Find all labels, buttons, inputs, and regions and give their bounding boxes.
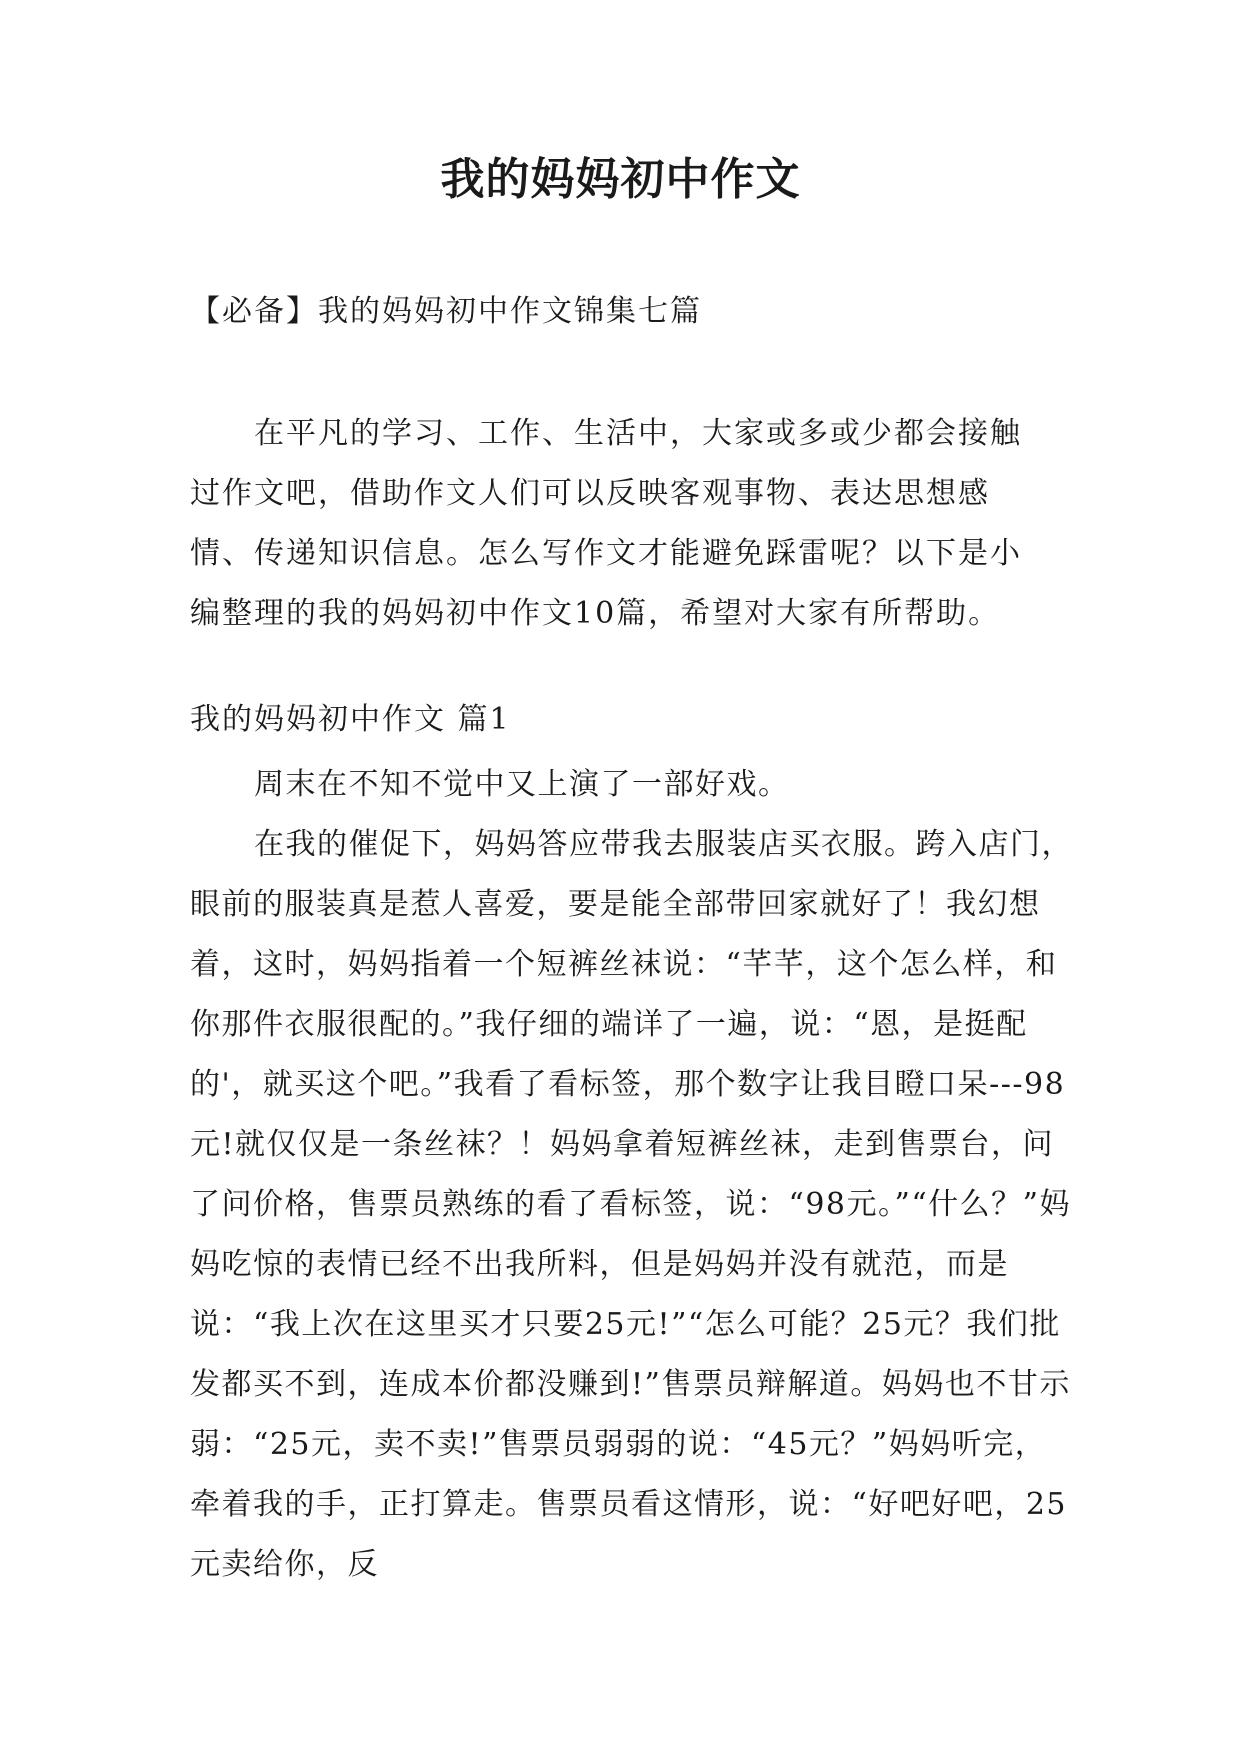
essay-paragraph-2: 在我的催促下，妈妈答应带我去服装店买衣服。跨入店门，眼前的服装真是惹人喜爱，要是能全部带回家就好了！我幻想着，这时，妈妈指着一个短裤丝袜说：“芊芊，这个怎么样，和你那件衣服很配的。”我仔细的端详了一遍，说：“恩，是挺配的'，就买这个吧。”我看了看标签，那个数字让我目瞪口呆---98元!就仅仅是一条丝袜？！妈妈拿着短裤丝袜，走到售票台，问了问价格，售票员熟练的看了看标签，说：“98元。”“什么？”妈妈吃惊的表情已经不出我所料，但是妈妈并没有就范，而是说：“我上次在这里买才只要25元!”“怎么可能？25元？我们批发都买不到，连成本价都没赚到!”售票员辩解道。妈妈也不甘示弱：“25元，卖不卖!”售票员弱弱的说：“45元？”妈妈听完，牵着我的手，正打算走。售票员看这情形，说：“好吧好吧，25元卖给你，反 [190,827,1073,1582]
essay-body [190,755,1075,1595]
document-subtitle: 【必备】我的妈妈初中作文锦集七篇 [190,294,702,329]
intro-section [190,404,1050,644]
section-heading: 我的妈妈初中作文 篇1 [190,702,511,737]
intro-paragraph: 在平凡的学习、工作、生活中，大家或多或少都会接触过作文吧，借助作文人们可以反映客观事物、表达思想感情、传递知识信息。怎么写作文才能避免踩雷呢？以下是小编整理的我的妈妈初中作文10篇，希望对大家有所帮助。 [190,416,1022,631]
document-title: 我的妈妈初中作文 [440,154,801,205]
essay-paragraph-1: 周末在不知不觉中又上演了一部好戏。 [254,767,790,802]
